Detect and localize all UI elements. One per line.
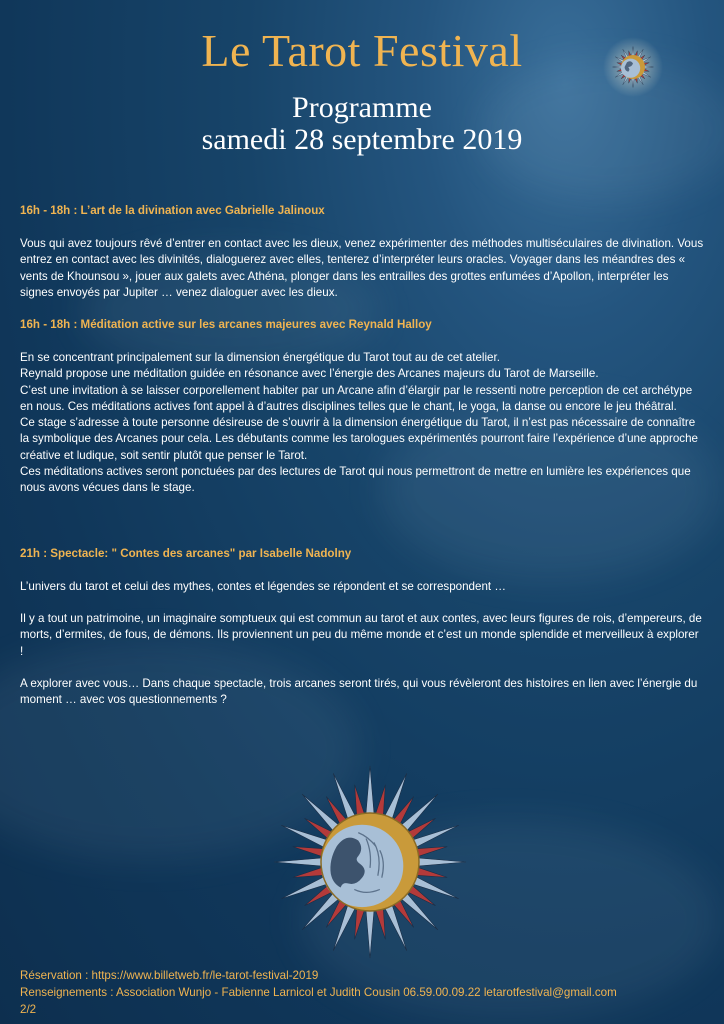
sun-ray xyxy=(417,858,466,866)
sun-ray xyxy=(355,785,365,817)
sun-ray xyxy=(415,847,447,857)
session-description xyxy=(20,579,704,595)
sun-ray xyxy=(293,847,325,857)
sun-ray xyxy=(274,858,323,866)
sun-ray xyxy=(293,867,325,877)
session-paragraph: Ce stage s’adresse à toute personne désireuse de s’ouvrir à la dimension énergétique du Tarot, il n’est pas nécessaire de connaître la symbolique des Arcanes pour cela. Les débutants comme les tarologues expérimentés pourront faire l’expérience d’une approche créative et ludique, soit sentir plutôt que penser le Tarot. xyxy=(20,416,698,462)
page-title: Le Tarot Festival xyxy=(201,25,523,76)
session-paragraph: C’est une invitation à se laisser corporellement habiter par un Arcane afin d’élargir par le ressenti notre perception de cet archétype en nous. Ces méditations actives font appel à d’autres disciplines telles que le chant, le yoga, la danse ou encore le jeu théâtral. xyxy=(20,383,693,413)
footer-info: Renseignements : Association Wunjo - Fabienne Larnicol et Judith Cousin 06.59.00.09.22 letarotfestival@gmail.com xyxy=(20,986,617,999)
session-description xyxy=(20,350,704,497)
session-paragraph: A explorer avec vous… Dans chaque spectacle, trois arcanes seront tirés, qui vous révèleront des histoires en lien avec l’énergie du moment … avec vos questionnements ? xyxy=(20,677,698,707)
session-paragraph: L’univers du tarot et celui des mythes, contes et légendes se répondent et se correspondent … xyxy=(20,580,506,593)
subtitle-date: samedi 28 septembre 2019 xyxy=(201,123,523,156)
subtitle-programme: Programme xyxy=(292,91,432,124)
session-paragraph: Reynald propose une méditation guidée en résonance avec l’énergie des Arcanes majeurs du Tarot de Marseille. xyxy=(20,367,599,381)
programme-date xyxy=(0,92,724,156)
session-paragraph: Ces méditations actives seront ponctuées par des lectures de Tarot qui nous permettront de mettre en lumière les expériences que nous avons vécues dans le stage. xyxy=(20,465,691,495)
session-paragraph: Vous qui avez toujours rêvé d’entrer en contact avec les dieux, venez expérimenter des méthodes multiséculaires de divination. Vous entrez en contact avec les divinités, dialoguerez avec elles, tenterez d’interpréter leurs oracles. Voyager dans les méandres des « vents de Khounsou », jouer aux galets avec Athéna, plonger dans les entrailles des grottes enfumées d’Apollon, interpréter les signes envoyés par Jupiter … venez dialoguer avec les dieux. xyxy=(20,237,704,299)
sun-moon-illustration xyxy=(272,764,468,960)
footer-page-number: 2/2 xyxy=(20,1003,37,1016)
session-heading: 16h - 18h : L’art de la divination avec Gabrielle Jalinoux xyxy=(20,204,325,217)
session-description xyxy=(20,236,704,301)
sun-ray xyxy=(366,766,374,815)
session-heading: 16h - 18h : Méditation active sur les arcanes majeures avec Reynald Halloy xyxy=(20,318,432,331)
footer-reservation: Réservation : https://www.billetweb.fr/le-tarot-festival-2019 xyxy=(20,969,319,982)
sun-ray xyxy=(415,867,447,877)
sun-ray xyxy=(355,907,365,939)
session-paragraph: En se concentrant principalement sur la dimension énergétique du Tarot tout au de cet atelier. xyxy=(20,351,500,364)
session-heading: 21h : Spectacle: " Contes des arcanes" par Isabelle Nadolny xyxy=(20,547,352,560)
sun-moon-icon xyxy=(603,37,663,97)
session-description xyxy=(20,611,704,660)
session-paragraph: Il y a tout un patrimoine, un imaginaire somptueux qui est commun au tarot et aux contes, avec leurs figures de rois, d’empereurs, de morts, d’ermites, de fous, de démons. Ils proviennent un peu du même monde et c’est un monde splendide et merveilleux à explorer ! xyxy=(20,612,702,658)
sun-ray xyxy=(375,785,385,817)
sun-ray xyxy=(375,907,385,939)
sun-ray xyxy=(366,909,374,958)
session-description xyxy=(20,676,704,709)
